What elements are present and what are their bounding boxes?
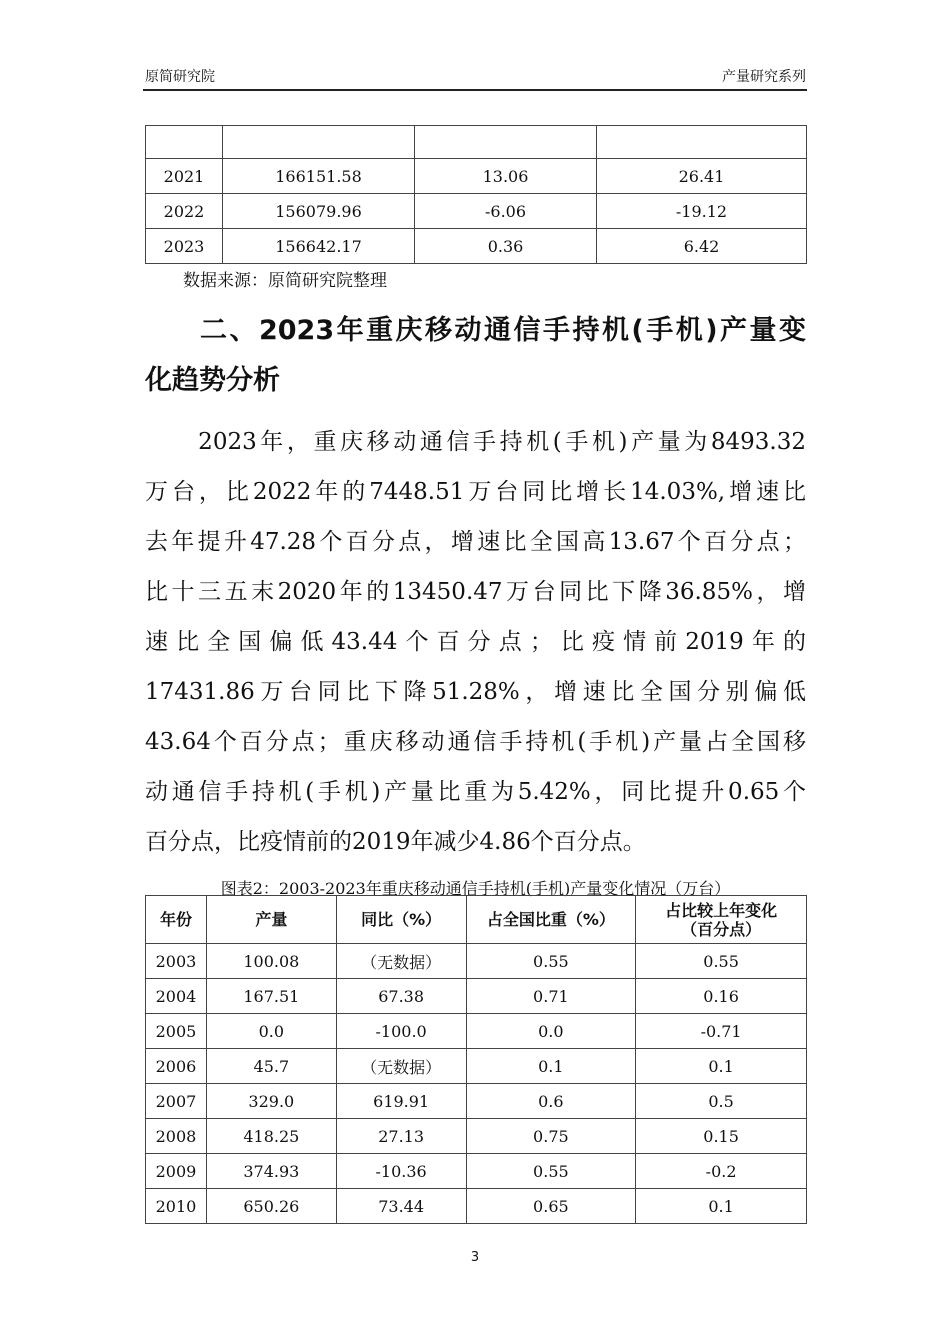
table-cell: 2022: [146, 194, 223, 229]
table-cell: 418.25: [206, 1119, 336, 1154]
table-row-empty: [146, 126, 807, 159]
section-heading-line2: 化趋势分析: [145, 365, 280, 396]
table-cell: 2005: [146, 1014, 207, 1049]
table-cell: 0.55: [466, 944, 636, 979]
paragraph-line: 去年提升47.28个百分点，增速比全国高13.67个百分点；: [145, 529, 806, 555]
table-row: [146, 229, 807, 264]
table-cell: 2023: [146, 229, 223, 264]
table-cell: 0.65: [466, 1189, 636, 1224]
table-cell: 2021: [146, 159, 223, 194]
table-cell: 100.08: [206, 944, 336, 979]
table-cell: 0.1: [636, 1049, 807, 1084]
paragraph-line: 2023年，重庆移动通信手持机(手机)产量为8493.32: [145, 429, 806, 455]
column-header: 同比（%）: [336, 896, 466, 944]
paragraph-line: 43.64个百分点；重庆移动通信手持机(手机)产量占全国移: [145, 729, 806, 755]
column-header: 占比较上年变化（百分点）: [636, 896, 807, 944]
table-cell: 0.75: [466, 1119, 636, 1154]
table-cell: 2003: [146, 944, 207, 979]
table-cell: 2006: [146, 1049, 207, 1084]
page-number: 3: [470, 1250, 480, 1265]
table-cell: 26.41: [597, 159, 807, 194]
column-header: 年份: [146, 896, 207, 944]
table-cell: 374.93: [206, 1154, 336, 1189]
table-cell: 6.42: [597, 229, 807, 264]
table-cell: 0.16: [636, 979, 807, 1014]
table-cell: -100.0: [336, 1014, 466, 1049]
table-cell: 67.38: [336, 979, 466, 1014]
table-cell: （无数据）: [336, 944, 466, 979]
header-left: 原简研究院: [145, 69, 215, 85]
table-cell: 167.51: [206, 979, 336, 1014]
data-source: 数据来源：原简研究院整理: [183, 271, 387, 291]
table-cell: 45.7: [206, 1049, 336, 1084]
table-cell: -0.2: [636, 1154, 807, 1189]
table-cell: -10.36: [336, 1154, 466, 1189]
section-heading-line1: 二、2023年重庆移动通信手持机(手机)产量变: [200, 315, 806, 346]
table-cell: 0.55: [466, 1154, 636, 1189]
table-cell: 650.26: [206, 1189, 336, 1224]
table-cell: 0.1: [466, 1049, 636, 1084]
table-continued: [145, 125, 807, 264]
table-row: [146, 1189, 807, 1224]
table-cell: 0.55: [636, 944, 807, 979]
table-row: [146, 194, 807, 229]
body-paragraph: [145, 420, 806, 870]
table-cell: -19.12: [597, 194, 807, 229]
table-row: [146, 979, 807, 1014]
table-cell: （无数据）: [336, 1049, 466, 1084]
table-cell: 619.91: [336, 1084, 466, 1119]
table-cell: 73.44: [336, 1189, 466, 1224]
table-cell: 0.6: [466, 1084, 636, 1119]
paragraph-line: 万台，比2022年的7448.51万台同比增长14.03%,增速比: [145, 479, 806, 505]
table-cell: 0.0: [206, 1014, 336, 1049]
table-cell: 329.0: [206, 1084, 336, 1119]
table-cell: 0.1: [636, 1189, 807, 1224]
table-row: [146, 1049, 807, 1084]
paragraph-line: 速比全国偏低43.44个百分点；比疫情前2019年的: [145, 629, 806, 655]
table-row: [146, 944, 807, 979]
table-cell: 156642.17: [223, 229, 415, 264]
paragraph-line: 比十三五末2020年的13450.47万台同比下降36.85%，增: [145, 579, 806, 605]
header-divider: [143, 89, 807, 91]
header-right: 产量研究系列: [722, 69, 806, 85]
table-cell: 0.36: [415, 229, 597, 264]
table-header-row: [146, 896, 807, 944]
table-cell: 0.0: [466, 1014, 636, 1049]
paragraph-line: 动通信手持机(手机)产量比重为5.42%，同比提升0.65个: [145, 779, 806, 805]
table-caption: 图表2：2003-2023年重庆移动通信手持机(手机)产量变化情况（万台）: [220, 879, 731, 898]
production-table: [145, 895, 807, 1224]
table-cell: 2009: [146, 1154, 207, 1189]
paragraph-line: 百分点，比疫情前的2019年减少4.86个百分点。: [145, 829, 646, 855]
table-row: [146, 1084, 807, 1119]
table-row: [146, 1014, 807, 1049]
table-cell: 156079.96: [223, 194, 415, 229]
table-cell: -0.71: [636, 1014, 807, 1049]
table-cell: 0.15: [636, 1119, 807, 1154]
table-cell: 0.5: [636, 1084, 807, 1119]
table-cell: -6.06: [415, 194, 597, 229]
table-row: [146, 1154, 807, 1189]
table-cell: 2008: [146, 1119, 207, 1154]
table-cell: 0.71: [466, 979, 636, 1014]
table-cell: 2007: [146, 1084, 207, 1119]
table-row: [146, 1119, 807, 1154]
paragraph-line: 17431.86万台同比下降51.28%，增速比全国分别偏低: [145, 679, 806, 705]
table-cell: 13.06: [415, 159, 597, 194]
table-cell: 166151.58: [223, 159, 415, 194]
column-header: 占全国比重（%）: [466, 896, 636, 944]
table-row: [146, 159, 807, 194]
table-cell: 2010: [146, 1189, 207, 1224]
column-header: 产量: [206, 896, 336, 944]
table-cell: 27.13: [336, 1119, 466, 1154]
table-cell: 2004: [146, 979, 207, 1014]
